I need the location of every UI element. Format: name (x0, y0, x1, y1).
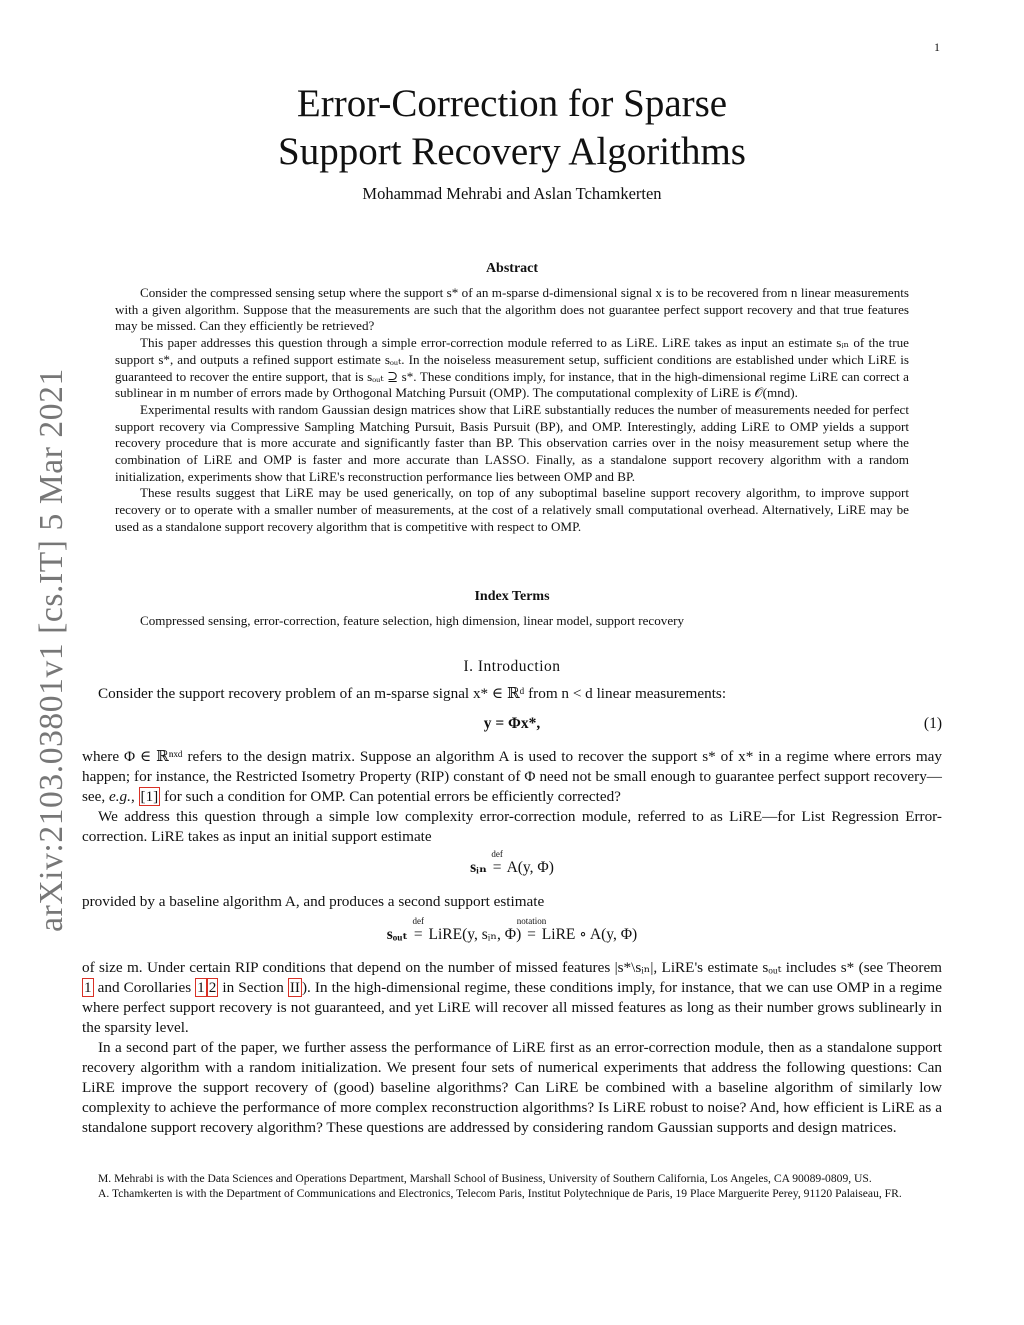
equation-rhs: LiRE ∘ A(y, Φ) (541, 926, 638, 943)
text-span: of size m. Under certain RIP conditions that depend on the number of missed features |s*\sᵢₙ|, LiRE's estimate sₒᵤₜ includes s* (see Theorem (82, 959, 942, 976)
address-paragraph: We address this question through a simple low complexity error-correction module, referred to as LiRE—for List Regression Error-correction. LiRE takes as input an initial support estimate (82, 808, 942, 845)
index-terms-heading: Index Terms (474, 589, 550, 604)
title-line-1: Error-Correction for Sparse (296, 82, 728, 125)
text-span: , (130, 788, 139, 805)
ofsize-paragraph (82, 958, 942, 1038)
footnote: A. Tchamkerten is with the Department of Communications and Electronics, Telecom Paris, Institut Polytechnique de Paris, 19 Place Marguerite Perey, 91120 Palaiseau, FR. (98, 1187, 902, 1200)
paper-title (112, 80, 912, 176)
theorem-ref-link[interactable]: 1 (84, 979, 92, 996)
equation-rhs: A(y, Φ) (506, 859, 554, 876)
equation-1: y = Φx*, (483, 715, 541, 732)
citation-link[interactable]: [1] (140, 788, 159, 805)
section-ref-link[interactable]: II (289, 979, 300, 996)
arxiv-stamp: arXiv:2103.03801v1 [cs.IT] 5 Mar 2021 (33, 368, 70, 932)
corollary-ref-link[interactable]: 2 (208, 979, 217, 996)
page-number: 1 (934, 40, 940, 54)
eg-text: e.g. (109, 788, 131, 805)
second-part-paragraph: In a second part of the paper, we further assess the performance of LiRE first as an error-correction module, then as a standalone support recovery algorithm with a random initialization. We present four sets of numerical experiments that address the following questions: Can LiRE improve the support recovery of (good) baseline algorithms? Can LiRE be combined with a baseline algorithm of similarly low complexity to achieve the performance of more complex reconstruction algorithms? Is LiRE robust to noise? And, how efficient is LiRE as a standalone support recovery algorithm? These questions are addressed by considering random Gaussian supports and design matrices. (82, 1039, 942, 1136)
text-span: and Corollaries (93, 979, 196, 996)
equation-3 (82, 916, 942, 944)
text-span: ). In the high-dimensional regime, these conditions imply, for instance, that we can use OMP in a regime where perfect support recovery is not guaranteed, and yet LiRE will recover all missed features as long as their number grows sublinearly in the sparsity level. (82, 979, 942, 1036)
title-line-2: Support Recovery Algorithms (278, 130, 746, 173)
corollary-ref-link[interactable]: 1 (197, 979, 205, 996)
def-equals: def = (412, 916, 425, 943)
equation-number: (1) (923, 715, 942, 732)
index-terms-text: Compressed sensing, error-correction, feature selection, high dimension, linear model, support recovery (140, 613, 685, 628)
text-span: in Section (218, 979, 288, 996)
section-heading: I. Introduction (463, 658, 561, 675)
equation-lhs: sᵢₙ (470, 859, 487, 876)
abstract (115, 285, 909, 536)
footnotes (82, 1171, 942, 1201)
abstract-heading: Abstract (485, 261, 539, 276)
def-label: def (412, 916, 425, 926)
authors: Mohammad Mehrabi and Aslan Tchamkerten (362, 184, 662, 203)
footnote: M. Mehrabi is with the Data Sciences and Operations Department, Marshall School of Business, University of Southern California, Los Angeles, CA 90089-0809, US. (98, 1172, 872, 1185)
text-span: where Φ ∈ ℝⁿˣᵈ refers to the design matrix. Suppose an algorithm A is used to recover the support s* of x* in a regime where errors may happen; for instance, the Restricted Isometry Property (RIP) constant of Φ need not be small enough to guarantee perfect support recovery—see, (82, 748, 942, 805)
abstract-paragraph: Experimental results with random Gaussian design matrices show that LiRE substantially reduces the number of measurements needed for perfect support recovery via Compressive Sampling Matching Pursuit, Basis Pursuit (BP), and OMP. Interestingly, adding LiRE to OMP yields a support recovery procedure that is more accurate and significantly faster than BP. This observation carries over in the noisy measurement setup where the combination of LiRE and OMP is faster and more accurate than LASSO. Finally, as a standalone support recovery algorithm with a random initialization, experiments show that LiRE's reconstruction performance lies between OMP and BP. (115, 401, 909, 484)
def-equals: def = (491, 849, 503, 876)
def-label: def (491, 849, 503, 859)
provided-paragraph: provided by a baseline algorithm A, and produces a second support estimate (82, 893, 545, 910)
equation-lhs: sₒᵤₜ (386, 926, 409, 943)
intro-paragraph: Consider the support recovery problem of an m-sparse signal x* ∈ ℝᵈ from n < d linear measurements: (98, 685, 727, 702)
abstract-paragraph: These results suggest that LiRE may be used generically, on top of any suboptimal baseline support recovery algorithm, to improve support recovery or to operate with a smaller number of measurements, at the cost of a relatively small computational overhead. Alternatively, LiRE may be used as a standalone support recovery algorithm that is competitive with respect to OMP. (115, 485, 909, 534)
where-paragraph (82, 747, 942, 807)
equation-middle: LiRE(y, sᵢₙ, Φ) (428, 926, 522, 943)
notation-label: notation (516, 916, 547, 926)
text-span: for such a condition for OMP. Can potential errors be efficiently corrected? (160, 788, 621, 805)
notation-equals: notation = (516, 916, 547, 943)
abstract-paragraph: This paper addresses this question through a simple error-correction module referred to as LiRE. LiRE takes as input an estimate sᵢₙ of the true support s*, and outputs a refined support estimate sₒᵤₜ. In the noiseless measurement setup, sufficient conditions are established under which LiRE is guaranteed to recover the entire support, that is sₒᵤₜ ⊇ s*. These conditions imply, for instance, that in the high-dimensional regime LiRE can correct a sublinear in m number of errors made by Orthogonal Matching Pursuit (OMP). The computational complexity of LiRE is 𝒪(mnd). (115, 335, 909, 401)
abstract-paragraph: Consider the compressed sensing setup where the support s* of an m-sparse d-dimensional signal x is to be recovered from n linear measurements with a given algorithm. Suppose that the measurements are such that the algorithm does not guarantee perfect support recovery and that true features may be missed. Can they efficiently be retrieved? (115, 285, 909, 334)
equation-2 (82, 849, 942, 877)
